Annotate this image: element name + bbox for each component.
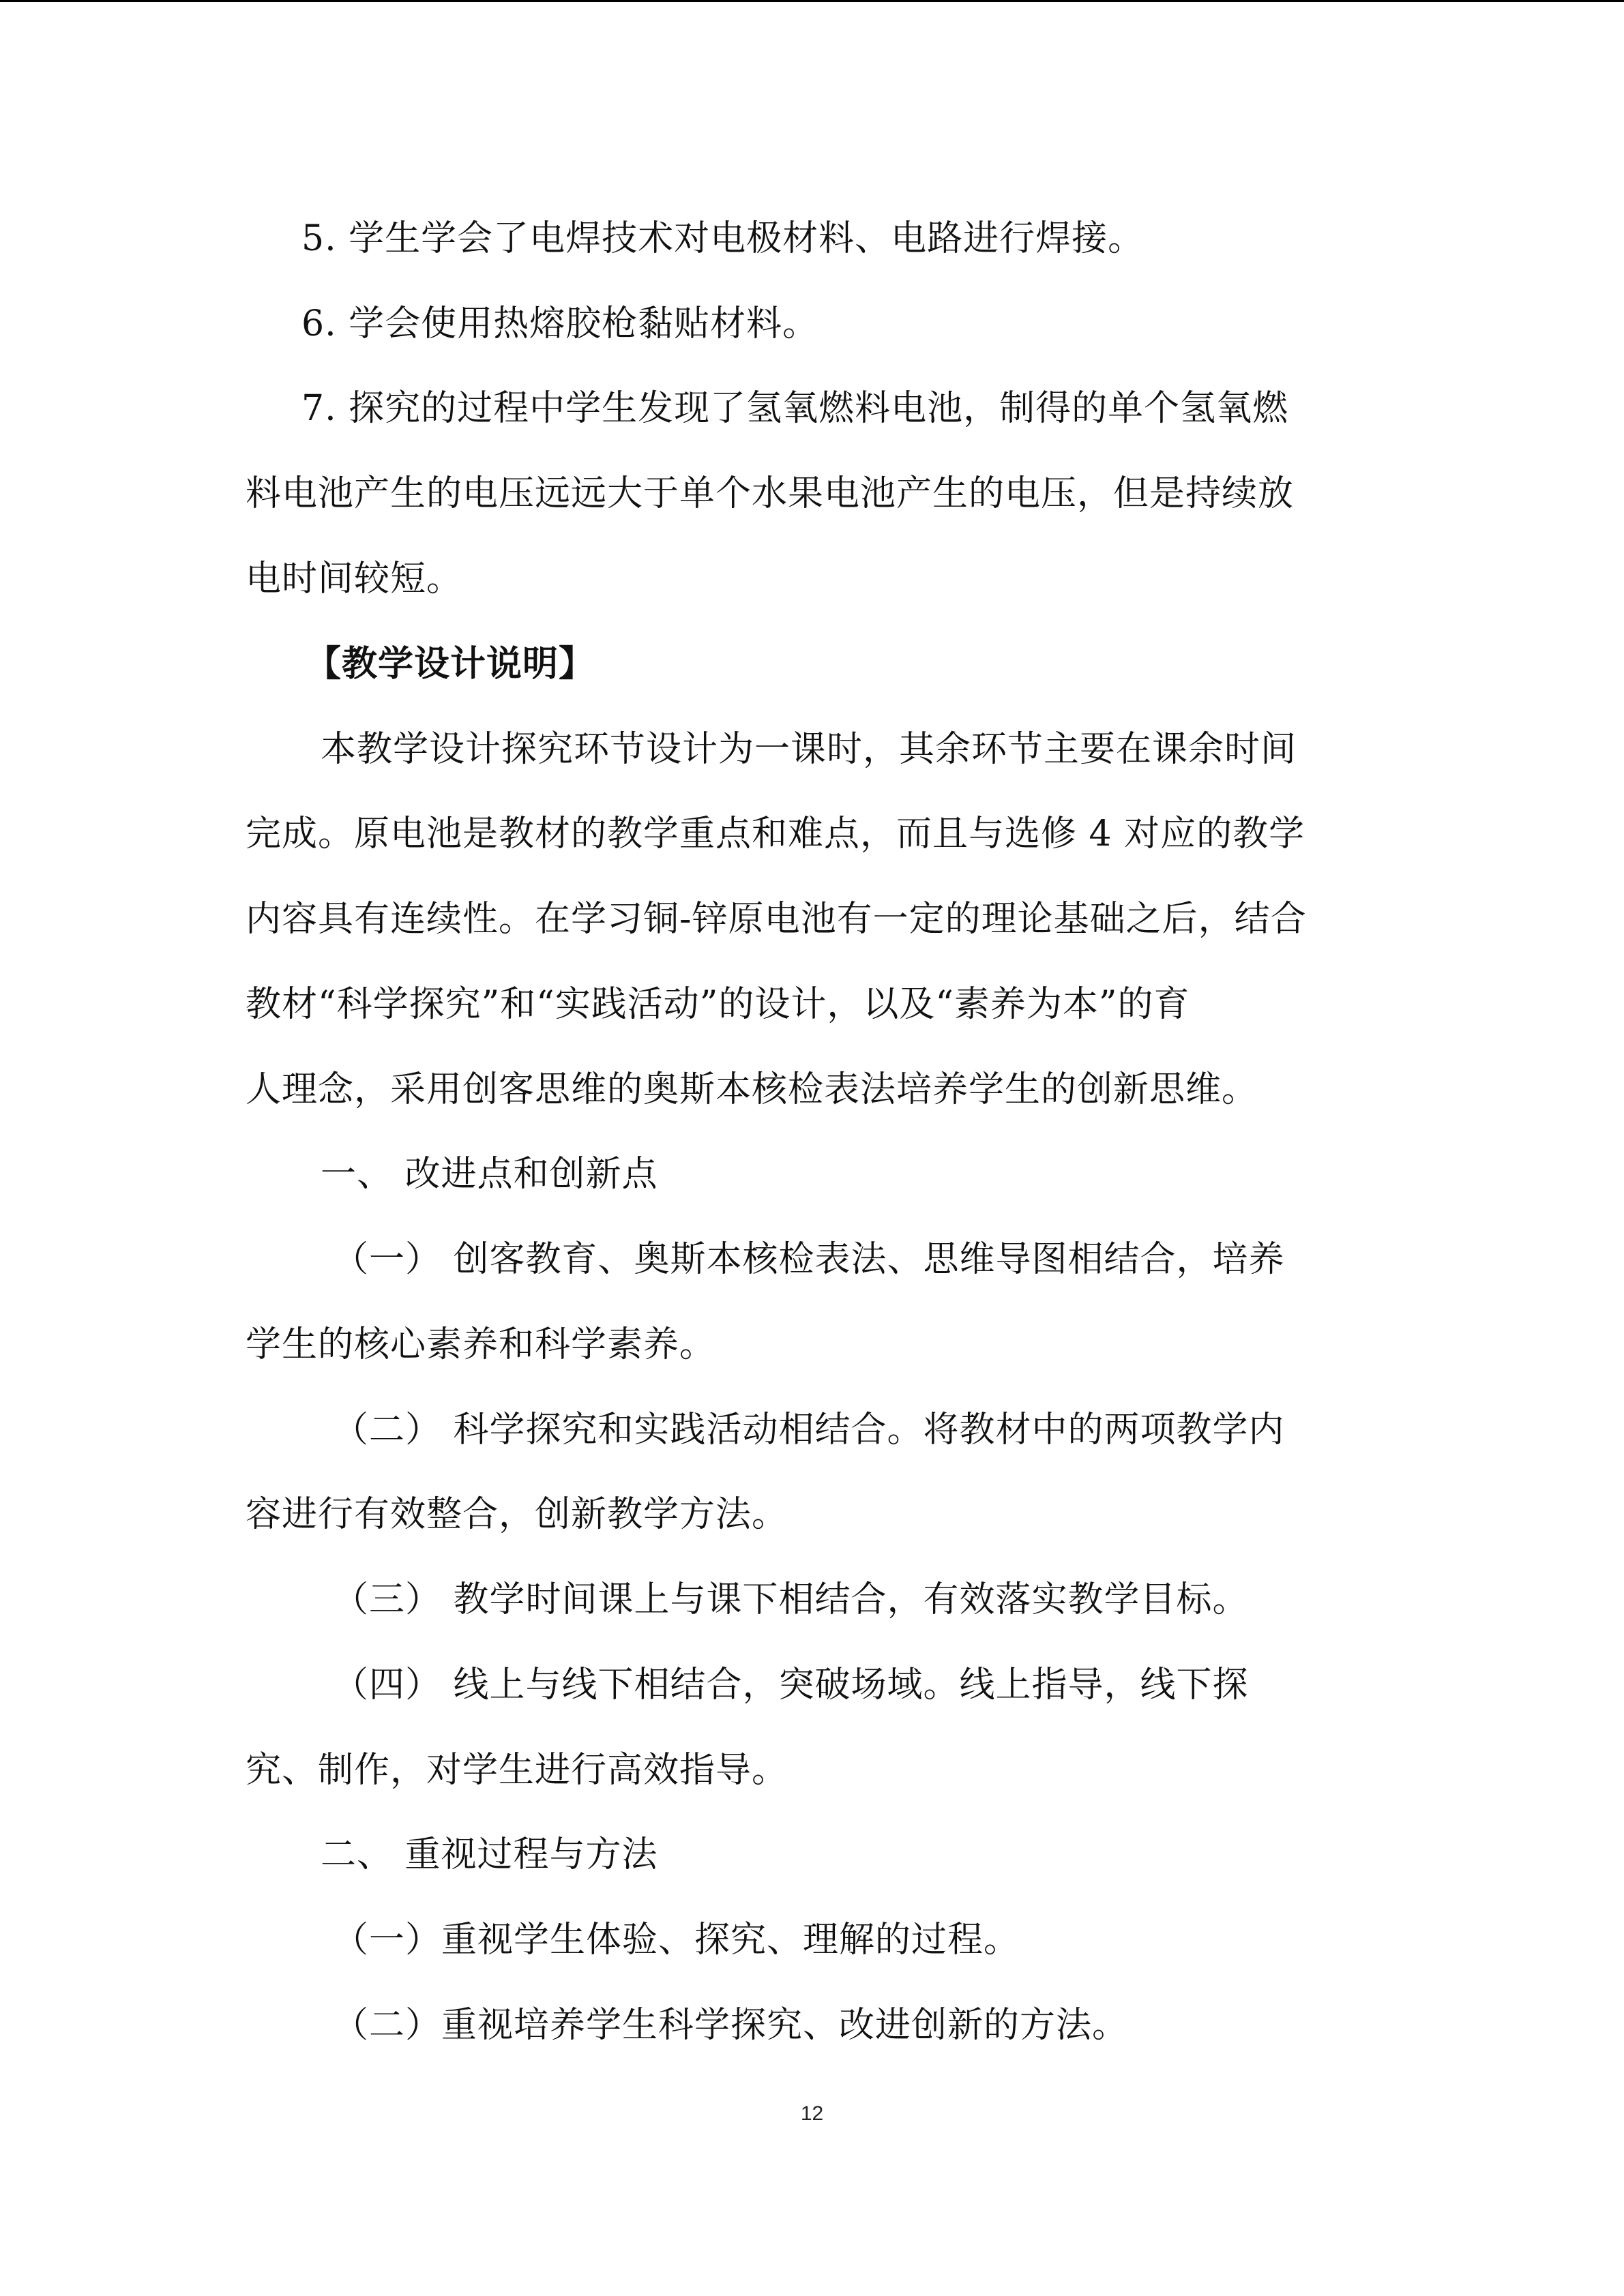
list-item-5: 5. 学生学会了电焊技术对电极材料、电路进行焊接。 — [301, 218, 1145, 259]
list-item: （三） 教学时间课上与课下相结合，有效落实教学目标。 — [333, 1579, 1249, 1620]
list-item-6: 6. 学会使用热熔胶枪黏贴材料。 — [301, 303, 819, 344]
paragraph-line: 内容具有连续性。在学习铜-锌原电池有一定的理论基础之后，结合 — [246, 899, 1307, 940]
page-top-border — [0, 0, 1624, 2]
list-item-continued: 容进行有效整合，创新教学方法。 — [246, 1494, 788, 1535]
paragraph-line: 教材“科学探究”和“实践活动”的设计，以及“素养为本”的育 — [246, 984, 1190, 1025]
section-heading: 【教学设计说明】 — [306, 643, 595, 685]
list-item-7-continued: 料电池产生的电压远远大于单个水果电池产生的电压，但是持续放 — [246, 473, 1295, 514]
list-item-7-continued: 电时间较短。 — [246, 558, 463, 599]
list-item: （一） 创客教育、奥斯本核检表法、思维导图相结合，培养 — [333, 1239, 1285, 1280]
list-item: （一）重视学生体验、探究、理解的过程。 — [333, 1920, 1020, 1960]
list-item-continued: 究、制作，对学生进行高效指导。 — [246, 1750, 788, 1791]
list-item-7: 7. 探究的过程中学生发现了氢氧燃料电池，制得的单个氢氧燃 — [301, 388, 1289, 429]
list-item: （二）重视培养学生科学探究、改进创新的方法。 — [333, 2005, 1129, 2046]
subsection-heading: 二、 重视过程与方法 — [321, 1834, 658, 1875]
paragraph-line: 人理念，采用创客思维的奥斯本核检表法培养学生的创新思维。 — [246, 1069, 1258, 1110]
subsection-heading: 一、 改进点和创新点 — [321, 1154, 658, 1195]
list-item: （四） 线上与线下相结合，突破场域。线上指导，线下探 — [333, 1665, 1249, 1705]
page-number: 12 — [800, 2102, 824, 2125]
list-item-continued: 学生的核心素养和科学素养。 — [246, 1324, 716, 1365]
paragraph-line: 本教学设计探究环节设计为一课时，其余环节主要在课余时间 — [321, 729, 1297, 770]
paragraph-line: 完成。原电池是教材的教学重点和难点，而且与选修 4 对应的教学 — [246, 814, 1305, 854]
list-item: （二） 科学探究和实践活动相结合。将教材中的两项教学内 — [333, 1410, 1285, 1450]
